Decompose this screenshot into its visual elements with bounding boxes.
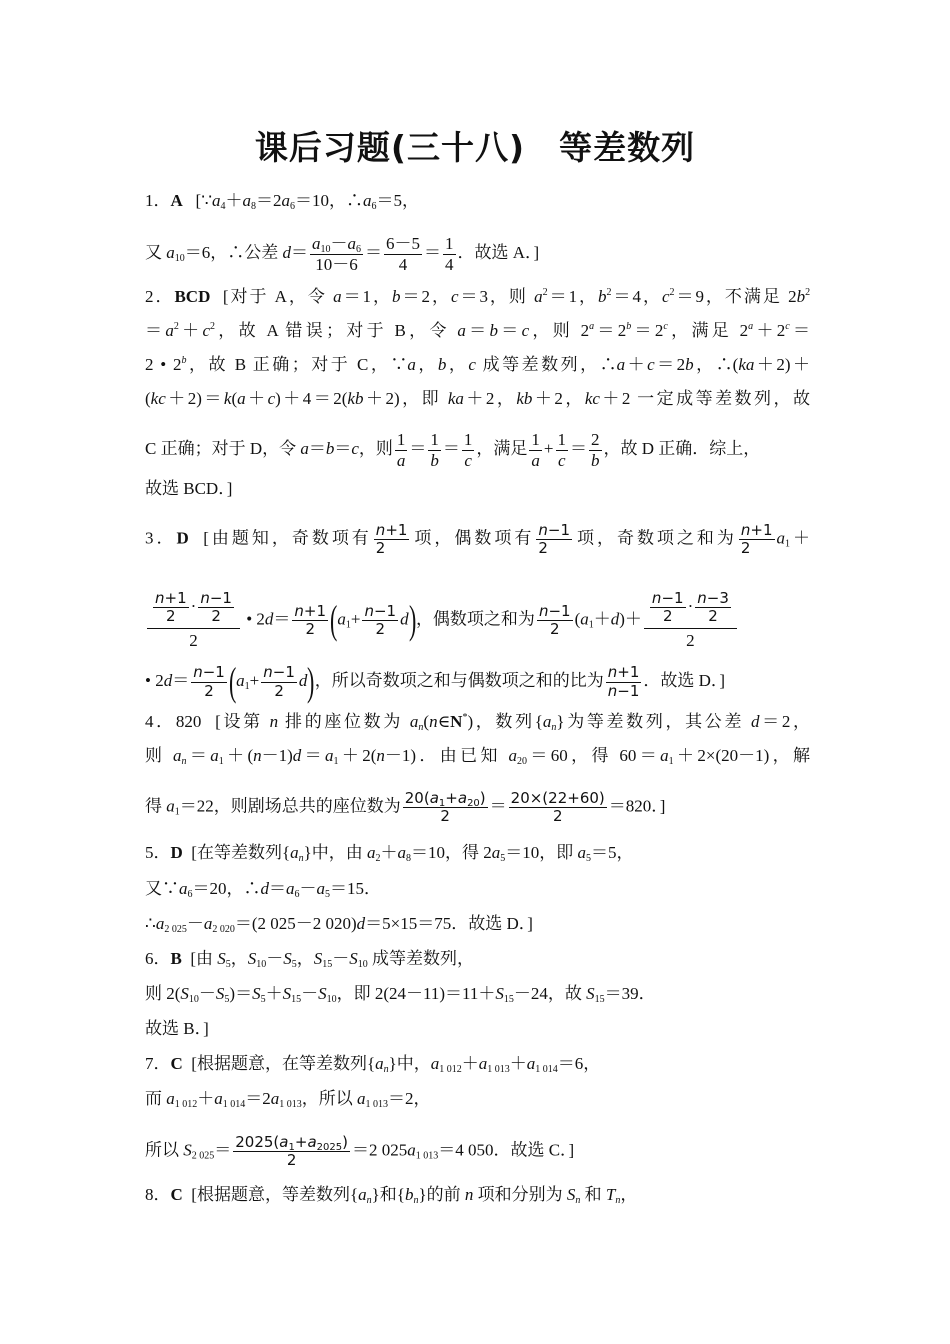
q3-line-2: $\frac{n+1}{2}$ · $\frac{n-1}{2}$ 2 • 2d＝ $\frac{n+1}{2}$ ($a_1+$ $\frac{n-1}{2}$ d)，偶数项之和为 $\frac{n-1}{2}$ $(a_1+d)+$ $\frac{n-1}{2}$ · $\frac{n-3}{2}$ 2 [145,590,810,630]
q6-line-2: 则 $2(S_{10}-S_5)=S_5+S_{15}-S_{10}$，即 $2(24-11)=11+S_{15}-24$，故 $S_{15}=39$． [145,984,656,1005]
q2-line-1: 2．BCD [对于 A，令 a＝1，b＝2，c＝3，则 $a^2=1$，$b^2=4$，$c^2=9$，不满足 $2b^2$ [145,287,811,306]
q3-line-3: • 2d＝ $\frac{n-1}{2}$ ($a_1+$ $\frac{n-1}{2}$ d)，所以奇数项之和与偶数项之和的比为 $\frac{n+1}{n-1}$ ．故选 D．] [145,659,726,704]
q5-answer: D [170,843,183,862]
q6-line-1: 6．B [由 $S_5$，$S_{10}-S_5$，$S_{15}-S_{10}$ 成等差数列， [145,949,475,970]
q3-answer: D [176,528,189,548]
q5-line-2: 又$\because a_6=20$，$\therefore d=a_6-a_5=15$． [145,879,381,900]
q8-line-1: 8．C [根据题意，等差数列$\{a_n\}$和$\{b_n\}$的前 n 项和分别为 $S_n$ 和 $T_n$， [145,1185,638,1206]
q1-line-1: 1．A [$\because a_4+a_8=2a_6=10$，$\therefore a_6=5$， [145,191,420,212]
q5-line-3: $\therefore a_{2 025}-a_{2 020}=(2$ 025－2 020)d＝5×15＝75．故选 D．] [145,914,533,935]
q1-line-2: 又 $a_{10}=6$，∴公差 d＝ $\frac{a_{10}-a_6}{10-6}$ ＝ $\frac{6-5}{4}$ ＝ $\frac{1}{4}$ ．故选 A．] [145,234,540,274]
q1-number: 1． [145,191,171,210]
q7-number: 7． [145,1054,171,1073]
q2-line-3: 2 • 2$^b$，故 B 正确；对于 C，∵a，b，c 成等差数列，∴a＋c＝2b，∴(ka＋2)＋ [145,355,811,374]
q4-answer: 820 [175,712,202,731]
q4-line-3: 得 $a_1=22$，则剧场总共的座位数为 $\frac{20(a_1+a_{20})}{2}$ ＝ $\frac{20\times(22+60)}{2}$ ＝820．] [145,789,666,826]
q2-line-5: C 正确；对于 D，令 a＝b＝c，则 $\frac{1}{a}$ ＝ $\frac{1}{b}$ ＝ $\frac{1}{c}$ ，满足 $\frac{1}{a}$ + $\frac{1}{c}$ ＝ $\frac{2}{b}$ ，故 D 正确．综上， [145,430,761,470]
q7-answer: C [170,1054,183,1073]
q7-line-3: 所以 $S_{2 025}=$ $\frac{2025(a_1+a_{2025})}{2}$ ＝2 $025a_{1 013}=4$ 050．故选 C．] [145,1133,575,1170]
q4-line-2: 则 $a_n=a_1+(n-1)d=a_1+2(n-1)$．由已知 $a_{20}=60$，得 $60=a_1+2\times(20-1)$，解 [145,746,811,767]
q8-answer: C [170,1185,183,1204]
q4-number: 4． [145,712,176,731]
q6-number: 6． [145,949,171,968]
q4-line-1: 4．820 [设第 n 排的座位数为 $a_n(n\in N^*)$，数列$\{a_n\}$为等差数列，其公差 d＝2， [145,712,810,733]
q8-number: 8． [145,1185,171,1204]
page-title: 课后习题(三十八) 等差数列 [254,128,696,167]
q6-answer: B [170,949,182,968]
q3-number: 3． [145,528,177,548]
q5-line-1: 5．D [在等差数列$\{a_n\}$中，由 $a_2+a_8=10$，得 $2a_5=10$，即 $a_5=5$， [145,843,634,864]
q2-line-6: 故选 BCD．] [145,479,233,498]
q6-line-3: 故选 B．] [145,1019,209,1038]
q2-answer: BCD [174,287,211,306]
q5-number: 5． [145,843,171,862]
q2-number: 2． [145,287,175,306]
q7-line-1: 7．C [根据题意，在等差数列$\{a_n\}$中，$a_{1 012}+a_{1 013}+a_{1 014}=6$， [145,1054,601,1075]
q7-line-2: 而 $a_{1 012}+a_{1 014}=2a_{1 013}$，所以 $a_{1 013}=2$， [145,1089,431,1110]
q1-answer: A [170,191,183,210]
q2-line-2: $=a^2+c^2$，故 A 错误；对于 B，令 a＝b＝c，则 $2^a=2^b=2^c$，满足 $2^a+2^c=$ [145,321,811,340]
q2-line-4: (kc＋2)＝k(a＋c)＋4＝2(kb＋2)，即 ka＋2，kb＋2，kc＋2 一定成等差数列，故 [145,389,811,408]
q3-line-1: 3．D [由题知，奇数项有 $\frac{n+1}{2}$ 项，偶数项有 $\frac{n-1}{2}$ 项，奇数项之和为 $\frac{n+1}{2}$ $a_1+$ [145,521,811,558]
